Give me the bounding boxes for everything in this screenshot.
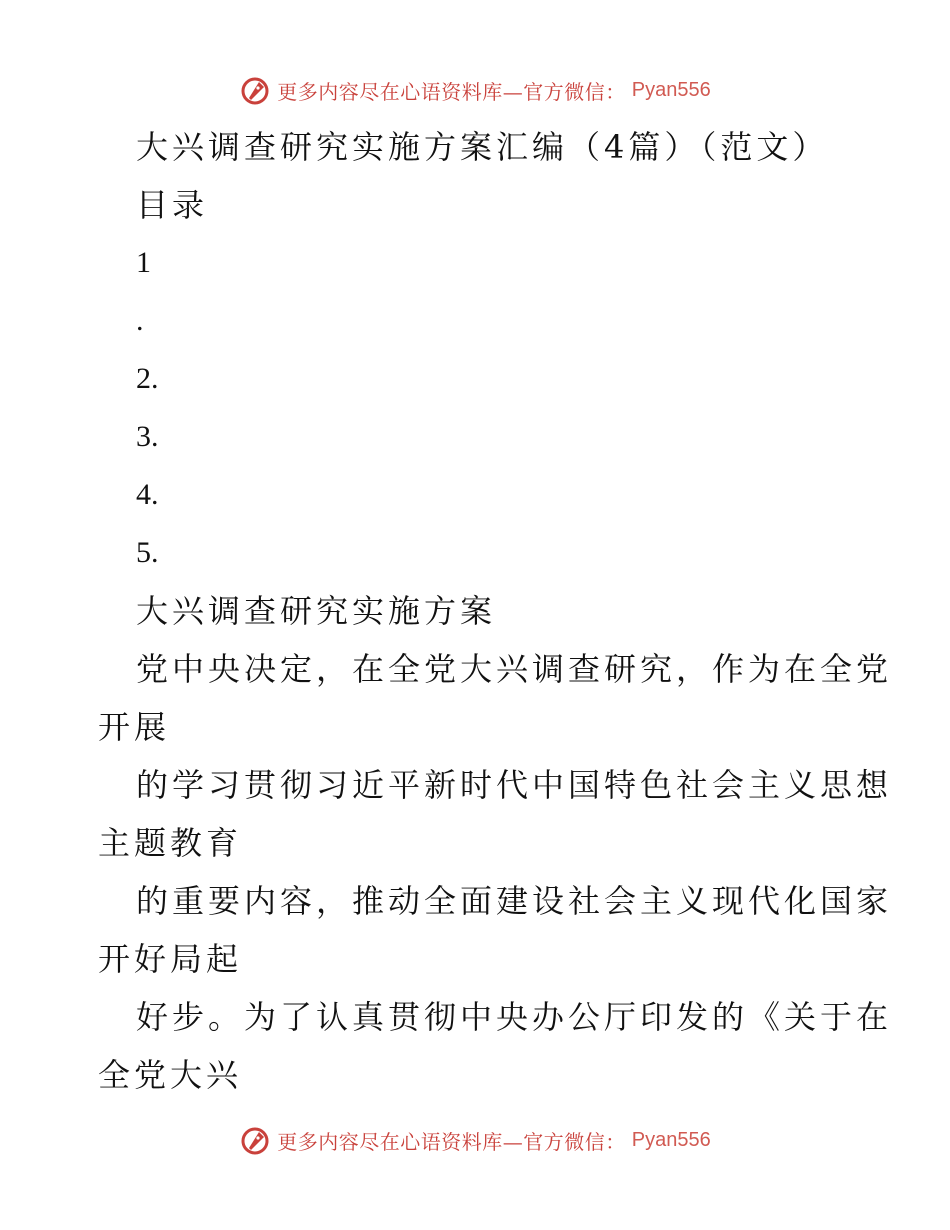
body-line: 的学习贯彻习近平新时代中国特色社会主义思想 xyxy=(136,766,893,804)
footer-watermark xyxy=(0,1120,950,1160)
section-title: 大兴调查研究实施方案 xyxy=(136,592,497,630)
body-line: 主题教育 xyxy=(98,824,243,862)
header-watermark xyxy=(0,70,950,110)
body-line: 好步。为了认真贯彻中央办公厅印发的《关于在 xyxy=(136,998,893,1036)
watermark-wechat-id: Pyan556 xyxy=(631,78,711,101)
body-line: 开好局起 xyxy=(98,940,243,978)
watermark-text: 更多内容尽在心语资料库—官方微信： xyxy=(277,79,626,104)
document-title: 大兴调查研究实施方案汇编（4篇）（范文） xyxy=(136,128,829,166)
body-line: 开展 xyxy=(98,708,171,746)
toc-item: . xyxy=(136,304,144,337)
body-line: 的重要内容，推动全面建设社会主义现代化国家 xyxy=(136,882,893,920)
pen-nib-logo-icon xyxy=(239,1124,271,1156)
toc-item: 1 xyxy=(136,246,151,279)
toc-heading: 目录 xyxy=(136,186,209,224)
toc-item: 4. xyxy=(136,478,159,511)
toc-item: 5. xyxy=(136,536,159,569)
toc-item: 2. xyxy=(136,362,159,395)
pen-nib-logo-icon xyxy=(239,74,271,106)
body-line: 全党大兴 xyxy=(98,1056,243,1094)
watermark-wechat-id: Pyan556 xyxy=(631,1128,711,1151)
document-body xyxy=(98,118,893,1104)
body-line: 党中央决定，在全党大兴调查研究，作为在全党 xyxy=(136,650,893,688)
toc-item: 3. xyxy=(136,420,159,453)
watermark-text: 更多内容尽在心语资料库—官方微信： xyxy=(277,1129,626,1154)
